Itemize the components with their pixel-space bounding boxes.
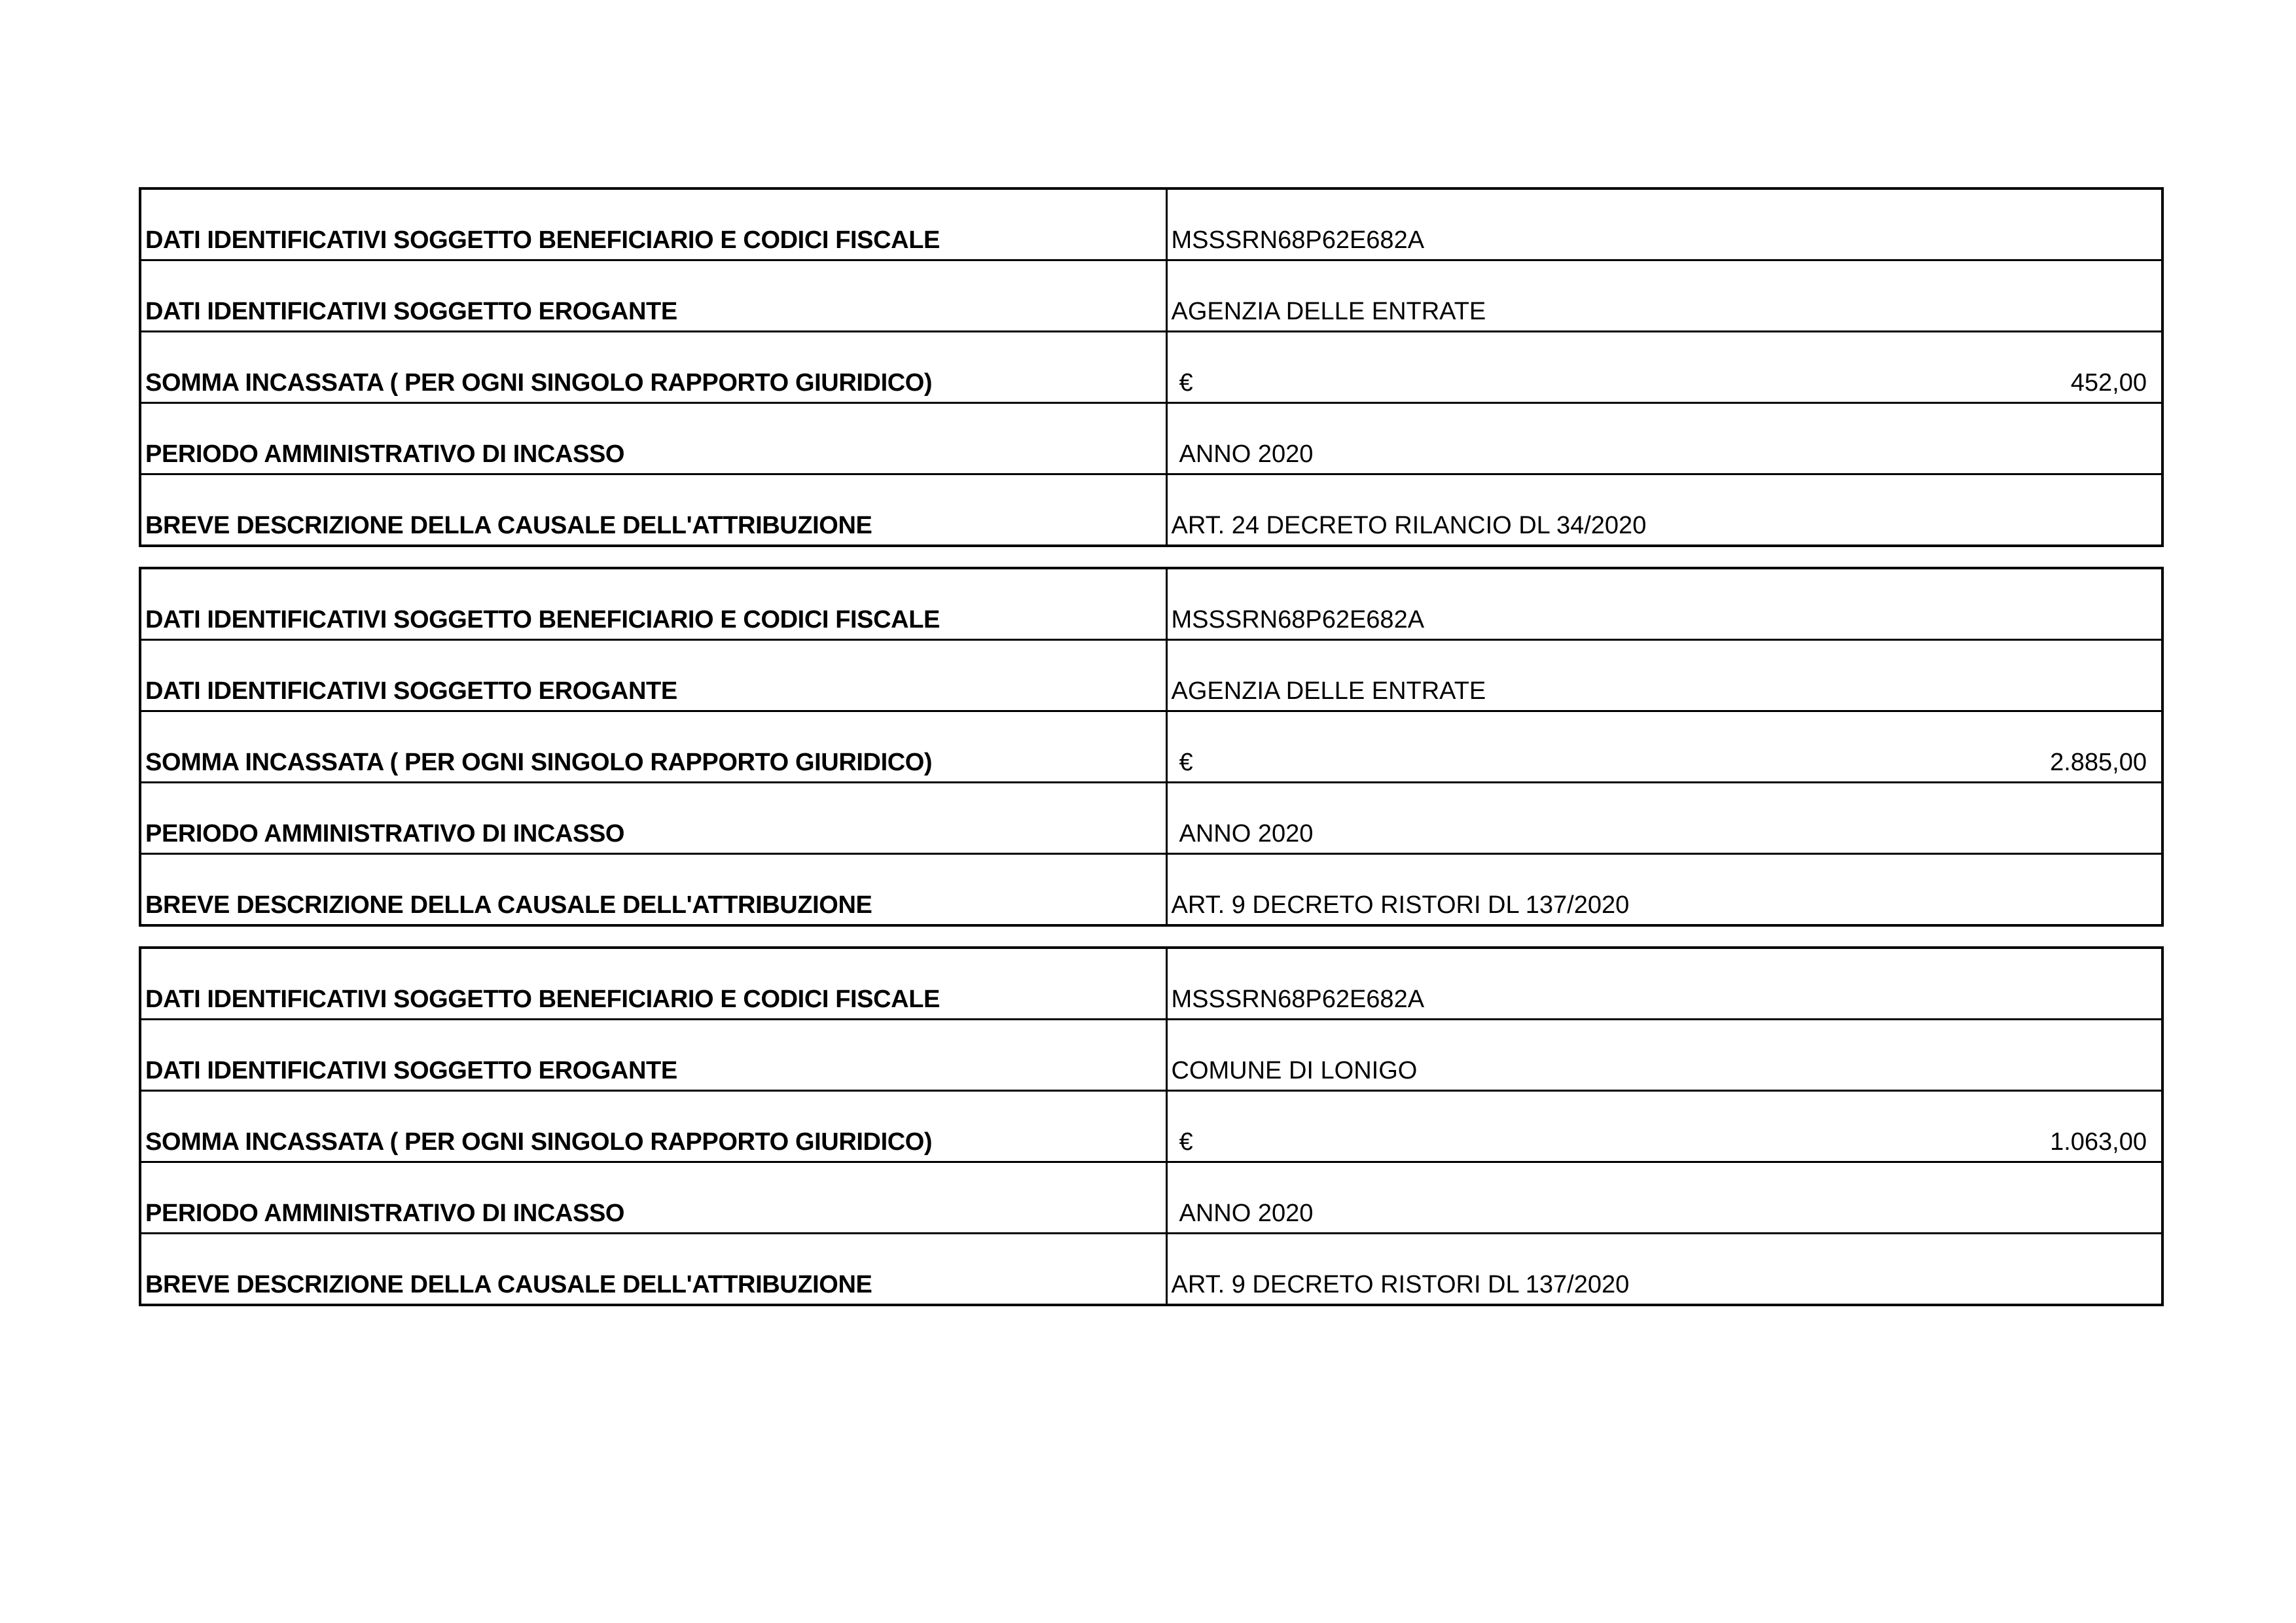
reason-row: [140, 474, 2162, 546]
beneficiary-row: [140, 568, 2162, 640]
reason-value: ART. 9 DECRETO RISTORI DL 137/2020: [1166, 854, 2162, 926]
period-value: ANNO 2020: [1166, 1162, 2162, 1234]
currency-symbol: €: [1179, 1128, 1193, 1156]
amount-cell: [1166, 1091, 2162, 1162]
currency-symbol: €: [1179, 369, 1193, 397]
beneficiary-label: DATI IDENTIFICATIVI SOGGETTO BENEFICIARIO E CODICI FISCALE: [140, 188, 1166, 260]
amount-row: [140, 332, 2162, 403]
beneficiary-label: DATI IDENTIFICATIVI SOGGETTO BENEFICIARIO E CODICI FISCALE: [140, 948, 1166, 1020]
reason-value: ART. 24 DECRETO RILANCIO DL 34/2020: [1166, 474, 2162, 546]
amount-value: 452,00: [2070, 369, 2147, 397]
reason-label: BREVE DESCRIZIONE DELLA CAUSALE DELL'ATTRIBUZIONE: [140, 474, 1166, 546]
period-value: ANNO 2020: [1166, 403, 2162, 474]
amount-row: [140, 1091, 2162, 1162]
amount-label: SOMMA INCASSATA ( PER OGNI SINGOLO RAPPORTO GIURIDICO): [140, 332, 1166, 403]
period-label: PERIODO AMMINISTRATIVO DI INCASSO: [140, 1162, 1166, 1234]
period-value: ANNO 2020: [1166, 783, 2162, 854]
payer-row: [140, 1020, 2162, 1091]
reason-value: ART. 9 DECRETO RISTORI DL 137/2020: [1166, 1234, 2162, 1306]
amount-value: 2.885,00: [2050, 749, 2147, 776]
beneficiary-row: [140, 188, 2162, 260]
amount-row: [140, 711, 2162, 783]
period-label: PERIODO AMMINISTRATIVO DI INCASSO: [140, 403, 1166, 474]
period-label: PERIODO AMMINISTRATIVO DI INCASSO: [140, 783, 1166, 854]
reason-row: [140, 1234, 2162, 1306]
payer-label: DATI IDENTIFICATIVI SOGGETTO EROGANTE: [140, 260, 1166, 332]
amount-value: 1.063,00: [2050, 1128, 2147, 1156]
record-table: [139, 946, 2164, 1306]
amount-cell: [1166, 332, 2162, 403]
amount-cell: [1166, 711, 2162, 783]
payer-value: AGENZIA DELLE ENTRATE: [1166, 260, 2162, 332]
payer-row: [140, 640, 2162, 711]
payer-label: DATI IDENTIFICATIVI SOGGETTO EROGANTE: [140, 640, 1166, 711]
reason-row: [140, 854, 2162, 926]
payer-label: DATI IDENTIFICATIVI SOGGETTO EROGANTE: [140, 1020, 1166, 1091]
amount-label: SOMMA INCASSATA ( PER OGNI SINGOLO RAPPORTO GIURIDICO): [140, 1091, 1166, 1162]
beneficiary-value: MSSSRN68P62E682A: [1166, 188, 2162, 260]
reason-label: BREVE DESCRIZIONE DELLA CAUSALE DELL'ATTRIBUZIONE: [140, 854, 1166, 926]
beneficiary-value: MSSSRN68P62E682A: [1166, 568, 2162, 640]
period-row: [140, 1162, 2162, 1234]
record-table: [139, 187, 2164, 547]
amount-label: SOMMA INCASSATA ( PER OGNI SINGOLO RAPPORTO GIURIDICO): [140, 711, 1166, 783]
period-row: [140, 783, 2162, 854]
beneficiary-value: MSSSRN68P62E682A: [1166, 948, 2162, 1020]
reason-label: BREVE DESCRIZIONE DELLA CAUSALE DELL'ATTRIBUZIONE: [140, 1234, 1166, 1306]
period-row: [140, 403, 2162, 474]
record-table: [139, 567, 2164, 927]
currency-symbol: €: [1179, 749, 1193, 776]
beneficiary-row: [140, 948, 2162, 1020]
payer-value: AGENZIA DELLE ENTRATE: [1166, 640, 2162, 711]
payer-row: [140, 260, 2162, 332]
beneficiary-label: DATI IDENTIFICATIVI SOGGETTO BENEFICIARIO E CODICI FISCALE: [140, 568, 1166, 640]
payer-value: COMUNE DI LONIGO: [1166, 1020, 2162, 1091]
